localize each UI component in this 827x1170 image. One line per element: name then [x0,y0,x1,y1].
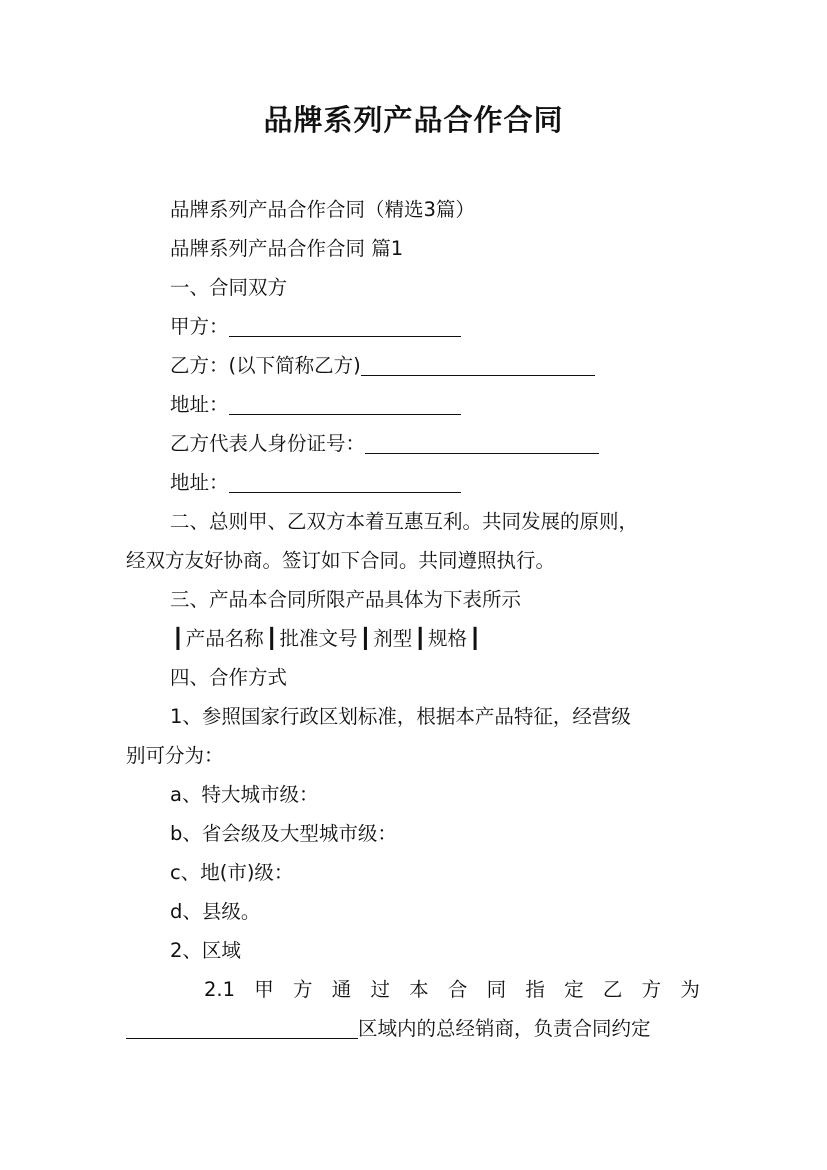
level-b-line: b、省会级及大型城市级： [170,822,397,845]
item-2-heading: 2、区域 [170,939,241,962]
level-a-line: a、特大城市级： [170,783,319,806]
clause-word: 指 [525,978,545,1001]
clause-word: 2.1 [204,978,236,1001]
table-separator: ┃ [414,627,427,650]
clause-word: 过 [370,978,390,1001]
clause-word: 乙 [602,978,623,1001]
clause-word: 通 [331,978,352,1001]
item-1-line-1: 1、参照国家行政区划标准，根据本产品特征，经营级 [170,705,631,728]
party-b-blank [361,355,595,376]
section-2-line-1: 二、总则甲、乙双方本着互惠互利。共同发展的原则， [170,510,639,533]
address-2-blank [229,472,461,493]
table-separator: ┃ [265,627,278,650]
id-number-blank [365,433,599,454]
address-1-blank [229,394,461,415]
table-separator: ┃ [469,627,481,650]
subtitle-line: 品牌系列产品合作合同（精选3篇） [170,198,475,221]
clause-word: 本 [409,978,429,1001]
document-title: 品牌系列产品合作合同 [263,103,564,137]
col-product-name: 产品名称 [185,627,264,650]
col-specification: 规格 [428,627,468,650]
clause-word: 同 [486,978,507,1001]
item-1-line-2: 别可分为： [126,744,224,767]
party-a-label: 甲方： [170,315,229,338]
clause-word: 为 [680,978,700,1001]
clause-word: 甲 [254,978,274,1001]
section-3-heading: 三、产品本合同所限产品具体为下表所示 [170,588,522,611]
level-c-line: c、地(市)级： [170,861,294,884]
party-b-line [170,352,595,380]
party-b-label: 乙方：(以下简称乙方) [170,354,361,377]
party-a-blank [229,316,461,337]
table-separator: ┃ [359,627,372,650]
region-blank [126,1018,358,1039]
clause-word: 方 [292,978,313,1001]
clause-word: 定 [564,978,584,1001]
id-number-line [170,430,599,458]
clause-2-1-line-2 [126,1015,651,1043]
level-d-line: d、县级。 [170,900,261,923]
address-1-line [170,391,461,419]
id-number-label: 乙方代表人身份证号： [170,432,366,455]
clause-word: 合 [447,978,468,1001]
section-4-heading: 四、合作方式 [170,666,288,689]
table-separator: ┃ [172,627,184,650]
product-table-header [170,625,483,653]
col-dosage-form: 剂型 [373,627,413,650]
clause-2-1-line-1 [204,976,700,1004]
address-1-label: 地址： [170,393,229,416]
part-heading: 品牌系列产品合作合同 篇1 [170,237,404,260]
clause-2-1-tail: 区域内的总经销商，负责合同约定 [358,1017,651,1040]
address-2-label: 地址： [170,471,229,494]
address-2-line [170,469,461,497]
party-a-line [170,313,461,341]
section-2-line-2: 经双方友好协商。签订如下合同。共同遵照执行。 [126,549,556,572]
section-1-heading: 一、合同双方 [170,276,288,299]
clause-word: 方 [641,978,662,1001]
col-approval-number: 批准文号 [279,627,358,650]
